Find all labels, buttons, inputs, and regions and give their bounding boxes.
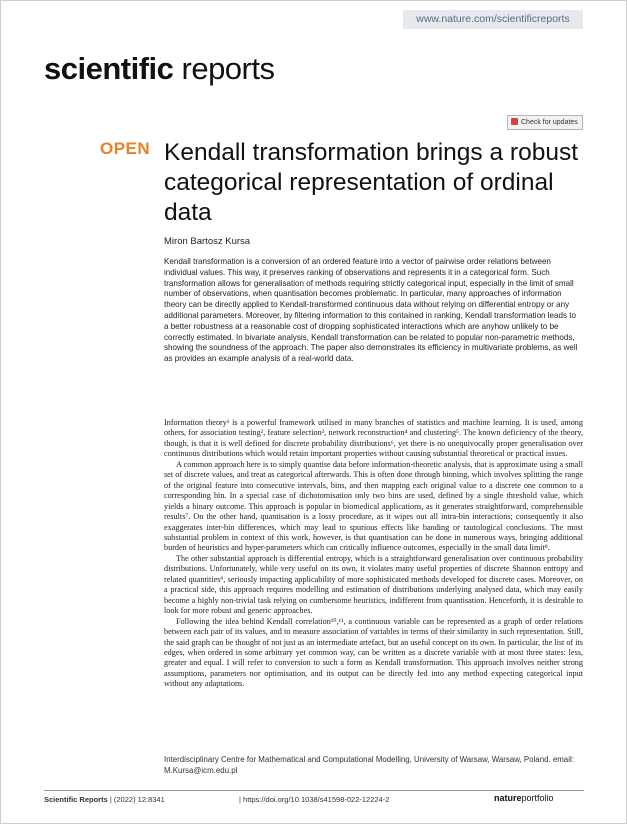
footer-journal: Scientific Reports (44, 795, 108, 804)
body-paragraph: Following the idea behind Kendall correlation¹⁰,¹¹, a continuous variable can be represented as a graph of order relations between each pair of its values, and to measure association of variables in terms of their similarity in such representation. Still, the said graph can be thought of not just as an intermediate artefact, but an useful concept on its own. In particular, the list of its edges, when ordered in some arbitrary yet common way, can be written as a discrete variable with at most three states: less, greater and equal. I will refer to conversion to such a form as Kendall transformation. This approach involves neither strong assumptions, parameters nor optimisation, and its output can be directly fed into any method expecting categorical input without any adaptations. (164, 616, 583, 689)
article-author[interactable]: Miron Bartosz Kursa (164, 236, 251, 247)
article-abstract: Kendall transformation is a conversion of an ordered feature into a vector of pairwise order relations between individual values. This way, it preserves ranking of observations and represents it in a categorical form. Such transformation allows for generalisation of methods requiring strictly categorical input, especially in the limit of small number of observations, when quantisation becomes problematic. In particular, many approaches of information theory can be directly applied to Kendall-transformed continuous data without relying on differential entropy or any additional parameters. Moreover, by filtering information to this contained in ranking, Kendall transformation leads to a better robustness at a reasonable cost of dropping sophisticated interactions which are anyhow unlikely to be correctly estimated. In bivariate analysis, Kendall transformation can be related to popular non-parametric methods, showing the soundness of the approach. The paper also demonstrates its efficiency in multivariate problems, as well as provides an example analysis of a real-world data. (164, 257, 578, 364)
body-paragraph: A common approach here is to simply quantise data before information-theoretic analysis, that is approximate using a small set of discrete values, and treat as categorical afterwards. This is often done through binning, which involves splitting the range of the original feature into consecutive intervals, bins, and then mapping each original value to a discrete one common to a corresponding bin. In a special case of dichotomisation only two bins are used, defined by a single threshold value, which yields a binary outcome. This approach is popular in biomedical applications, as it generates straightforward, comprehensible results⁷. On the other hand, quantisation is a lossy procedure, as it wipes out all intra-bin interactions; consequently it also exaggerates inter-bin differences, which may lead to spurious effects like banding or tautological conclusions. The most substantial problem in context of this work, however, is that quantisation can be done in numerous ways, bringing additional burden of heuristics and hyper-parameters which can critically influence outcomes, especially in the small data limit⁸. (164, 459, 583, 553)
body-paragraph: Information theory¹ is a powerful framework utilised in many branches of statistics and machine learning. It is used, among others, for association testing², feature selection³, network reconstruction⁴ and clustering⁵. The known deficiency of the theory, though, is that it is well defined for discrete probability distributions⁶, yet there is no unequivocally proper generalisation over continuous distributions which would retain important properties without causing substantial theoretical or practical issues. (164, 418, 583, 459)
journal-url-link[interactable]: www.nature.com/scientificreports (403, 10, 583, 29)
open-access-label: OPEN (100, 139, 151, 158)
crossmark-icon (511, 118, 518, 125)
article-title: Kendall transformation brings a robust categorical representation of ordinal data (164, 139, 578, 226)
footer-divider (44, 790, 584, 791)
author-affiliation: Interdisciplinary Centre for Mathematical and Computational Modelling, University of Warsaw, Warsaw, Poland. email: M.Kursa@icm.edu.pl (164, 755, 574, 775)
article-body (164, 418, 583, 690)
publisher-logo (494, 793, 554, 803)
journal-logo[interactable] (44, 51, 275, 87)
footer-citation (44, 795, 165, 804)
footer-doi-link[interactable]: | https://doi.org/10.1038/s41598-022-12224-2 (239, 795, 390, 804)
journal-logo-light: reports (173, 51, 275, 86)
check-updates-label: Check for updates (521, 119, 578, 126)
publisher-light: portfolio (521, 793, 554, 803)
footer-volume: | (2022) 12:8341 (109, 795, 165, 804)
publisher-bold: nature (494, 793, 522, 803)
body-paragraph: The other substantial approach is differential entropy, which is a straightforward generalisation over continuous probability distributions. Unfortunately, while very useful on its own, it violates many useful properties of discrete Shannon entropy and related quantities⁹, seriously impacting applicability of more sophisticated methods developed for discrete cases. Moreover, on a practical side, this approach requires modelling and estimation of distributions underlying analysed data, which may easily become a highly non-trivial task relying on cumbersome heuristics, indifferent from quantisation. Henceforth, it is desirable to look for more robust and generic approaches. (164, 553, 583, 616)
check-updates-button[interactable] (507, 115, 583, 130)
journal-logo-bold: scientific (44, 51, 174, 86)
